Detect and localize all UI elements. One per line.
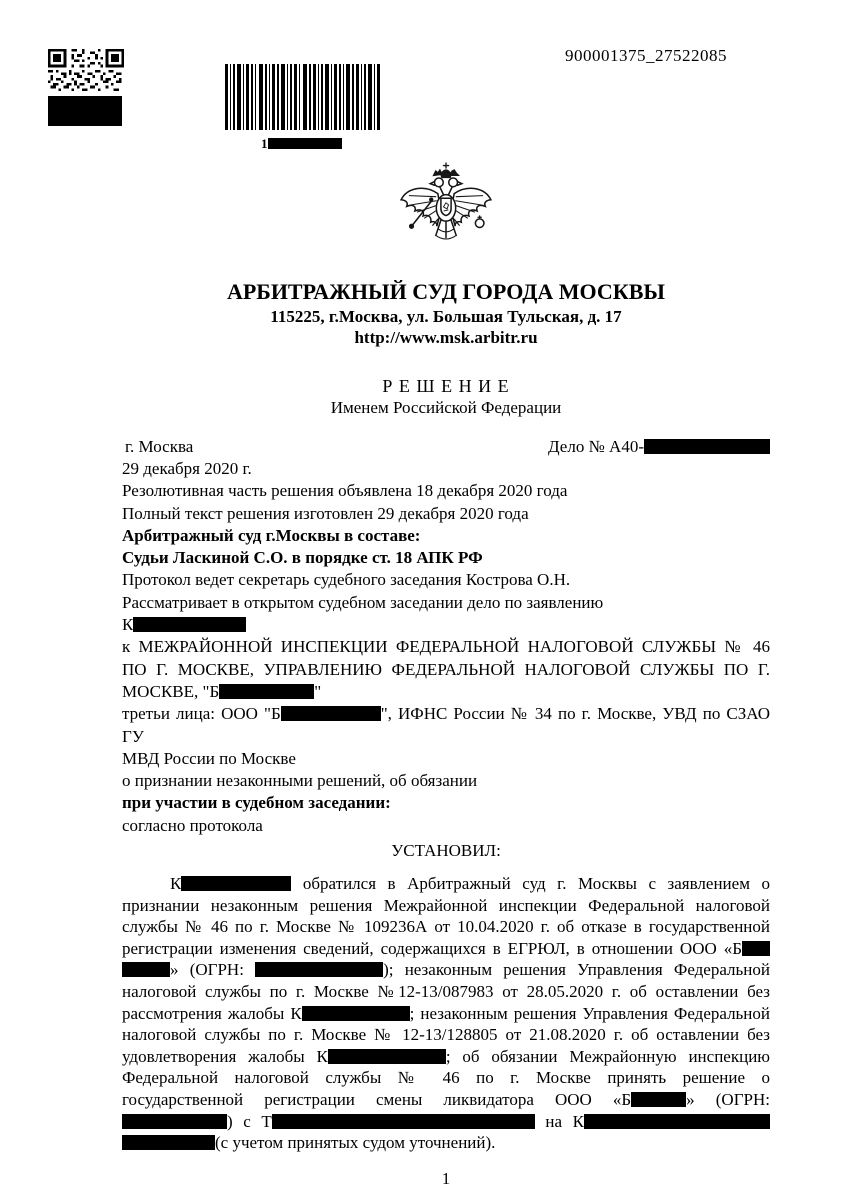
court-composition-line: Арбитражный суд г.Москвы в составе: <box>122 525 421 545</box>
body-line: налоговой службы по г. Москве № 12-13/128805 от 21.08.2020 г. об оставлении без <box>122 1025 770 1045</box>
city-label: г. Москва <box>125 437 194 456</box>
respondent-line: ПО Г. МОСКВЕ, УПРАВЛЕНИЮ ФЕДЕРАЛЬНОЙ НАЛОГОВОЙ СЛУЖБЫ ПО Г. <box>122 659 770 679</box>
redaction-bar <box>631 1092 686 1107</box>
judge-line: Судьи Ласкиной С.О. в порядке ст. 18 АПК РФ <box>122 548 483 568</box>
redaction-bar <box>181 876 291 891</box>
body-line: Федеральной налоговой службы № 46 по г. Москве принять решение о <box>122 1068 770 1088</box>
redaction-bar <box>272 1114 535 1129</box>
decision-subtitle: Именем Российской Федерации <box>330 398 562 417</box>
redaction-bar <box>584 1114 770 1129</box>
qr-code <box>48 48 124 126</box>
secretary-line: Протокол ведет секретарь судебного заседания Кострова О.Н. <box>122 570 571 590</box>
body-line: » (ОГРН: ); незаконным решения Управления Федеральной <box>122 959 770 981</box>
body-line: (с учетом принятых судом уточнений). <box>122 1132 770 1154</box>
body-line: государственной регистрации смены ликвидатора ООО «Б » (ОГРН: <box>122 1089 770 1109</box>
redaction-bar <box>268 138 342 149</box>
body-line: удовлетворения жалобы К ; об обязании Межрайонную инспекцию <box>122 1046 770 1066</box>
third-parties-line: МВД России по Москве <box>122 748 296 768</box>
redaction-bar <box>219 684 314 699</box>
decision-body-paragraph <box>122 873 770 1154</box>
redaction-bar <box>133 617 246 632</box>
decision-date: 29 декабря 2020 г. <box>122 459 252 478</box>
attendance-label: при участии в судебном заседании: <box>122 793 391 813</box>
body-line: признании незаконным решения Межрайонной инспекции Федеральной налоговой <box>122 895 770 915</box>
attendance-value: согласно протокола <box>122 815 263 835</box>
body-line: рассмотрения жалобы К ; незаконным решения Управления Федеральной <box>122 1003 771 1023</box>
redaction-bar <box>328 1049 446 1064</box>
redaction-bar <box>122 962 170 977</box>
page-number: 1 <box>441 1168 451 1188</box>
full-text-line: Полный текст решения изготовлен 29 декабря 2020 года <box>122 503 529 523</box>
qr-redaction-bar <box>48 96 122 126</box>
redaction-bar <box>644 439 770 454</box>
coat-of-arms-icon <box>396 162 496 264</box>
respondent-line: МОСКВЕ, "Б " <box>122 681 322 701</box>
barcode <box>225 64 383 150</box>
case-number: Дело № А40- <box>548 436 770 458</box>
redaction-bar <box>281 706 381 721</box>
case-subject-line: о признании незаконными решений, об обязании <box>122 771 478 791</box>
court-address: 115225, г.Москва, ул. Большая Тульская, д. 17 <box>270 307 622 326</box>
redaction-bar <box>255 962 383 977</box>
barcode-image <box>225 64 383 130</box>
court-website: http://www.msk.arbitr.ru <box>354 328 538 347</box>
third-parties-line: третьи лица: ООО "Б ", ИФНС России № 34 по г. Москве, УВД по СЗАО ГУ <box>122 704 770 746</box>
applicant-line: К <box>122 614 770 636</box>
document-number: 900001375_27522085 <box>565 46 727 65</box>
body-line: налоговой службы по г. Москве №12-13/087983 от 28.05.2020 г. об оставлении без <box>122 982 770 1002</box>
considers-line: Рассматривает в открытом судебном заседании дело по заявлению <box>122 592 604 612</box>
body-line: К обратился в Арбитражный суд г. Москвы с заявлением о <box>170 874 770 894</box>
respondent-line: к МЕЖРАЙОННОЙ ИНСПЕКЦИИ ФЕДЕРАЛЬНОЙ НАЛОГОВОЙ СЛУЖБЫ № 46 <box>122 637 770 657</box>
body-line: ) с Т на К <box>122 1111 770 1133</box>
redaction-bar <box>122 1114 227 1129</box>
redaction-bar <box>122 1135 215 1150</box>
decision-title: Р Е Ш Е Н И Е <box>382 376 510 396</box>
resolutive-part-line: Резолютивная часть решения объявлена 18 декабря 2020 года <box>122 481 568 501</box>
body-line: службы № 46 по г. Москве № 109236А от 10.04.2020 г. об отказе в государственной <box>122 917 770 937</box>
redaction-bar <box>742 941 770 956</box>
ustanovil-heading: УСТАНОВИЛ: <box>391 841 501 861</box>
court-name: АРБИТРАЖНЫЙ СУД ГОРОДА МОСКВЫ <box>226 279 666 304</box>
redaction-bar <box>302 1006 410 1021</box>
barcode-caption: 1 <box>225 138 383 150</box>
body-line: регистрации изменения сведений, содержащихся в ЕГРЮЛ, в отношении ООО «Б <box>122 938 770 960</box>
